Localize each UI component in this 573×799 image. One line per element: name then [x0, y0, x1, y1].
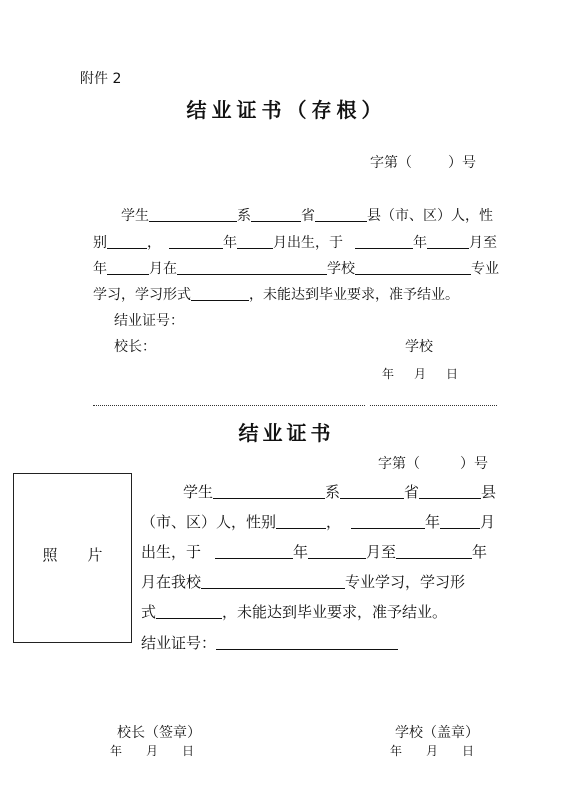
- school-sign-label: 学校（盖章）: [395, 725, 479, 741]
- stub-blank-birth-month: [237, 234, 273, 249]
- stub-blank-dept: [251, 207, 301, 222]
- cert-blank-major: [201, 573, 345, 589]
- cert-line-3: 出生，于 年 月至 年: [141, 543, 488, 561]
- cert-blank-cert-no: [216, 634, 398, 650]
- cert-line-6: 结业证号：: [141, 632, 398, 653]
- stub-line-4: 学习，学习形式 ，未能达到毕业要求，准予结业。: [93, 287, 459, 303]
- cert-blank-start-year: [215, 543, 293, 559]
- cert-blank-birth-year: [351, 513, 425, 529]
- stub-blank-start-month: [427, 234, 469, 249]
- certificate-number-suffix: ）号: [460, 456, 488, 472]
- cert-line-1: 学生 系 省 县: [183, 483, 497, 501]
- cert-blank-gender: [276, 513, 326, 529]
- cert-line-2: （市、区）人，性别 ， 年 月: [141, 513, 496, 531]
- stub-blank-province: [315, 207, 367, 222]
- stub-title: 结业证书（存根）: [186, 98, 387, 122]
- tear-line-left: [93, 405, 365, 406]
- tear-line-right: [370, 405, 497, 406]
- cert-date-right: 年 月 日: [390, 744, 475, 758]
- cert-line-4: 月在我校 专业学习，学习形: [141, 573, 466, 591]
- certificate-title: 结业证书: [238, 421, 335, 445]
- stub-blank-start-year: [355, 234, 413, 249]
- stub-school-sign: 学校: [405, 339, 433, 355]
- stub-blank-major: [355, 260, 471, 275]
- stub-blank-end-year: [107, 260, 149, 275]
- certificate-number-line: [378, 453, 488, 473]
- stub-date: 年 月 日: [382, 367, 459, 381]
- photo-label-2: 片: [87, 546, 103, 564]
- stub-line-2: 别 ， 年 月出生，于 年 月至: [93, 235, 497, 251]
- stub-blank-name: [149, 207, 237, 222]
- stub-blank-gender: [107, 234, 147, 249]
- stub-blank-birth-year: [169, 234, 223, 249]
- cert-blank-name: [213, 483, 325, 499]
- stub-line-1: 学生 系 省 县（市、区）人，性: [121, 208, 493, 224]
- cert-blank-birth-month: [440, 513, 480, 529]
- cert-line-5: 式 ，未能达到毕业要求，准予结业。: [141, 603, 448, 621]
- principal-sign-label: 校长（签章）: [117, 725, 201, 741]
- attachment-label: 附件 2: [80, 71, 122, 87]
- certificate-number-prefix: 字第（: [378, 456, 420, 472]
- stub-line-3: 年 月在 学校 专业: [93, 261, 499, 277]
- cert-blank-form: [156, 603, 222, 619]
- photo-box: [13, 473, 132, 643]
- stub-principal: 校长：: [114, 339, 156, 355]
- stub-number-line: [370, 152, 476, 172]
- stub-blank-school: [177, 260, 327, 275]
- stub-number-prefix: 字第（: [370, 155, 412, 171]
- cert-blank-province: [419, 483, 481, 499]
- photo-label-1: 照: [42, 546, 58, 564]
- stub-cert-no: 结业证号：: [114, 313, 184, 329]
- cert-blank-start-month: [308, 543, 366, 559]
- cert-blank-end-year: [396, 543, 472, 559]
- cert-blank-dept: [340, 483, 404, 499]
- stub-blank-form: [191, 286, 249, 301]
- cert-date-left: 年 月 日: [110, 744, 195, 758]
- stub-number-suffix: ）号: [448, 155, 476, 171]
